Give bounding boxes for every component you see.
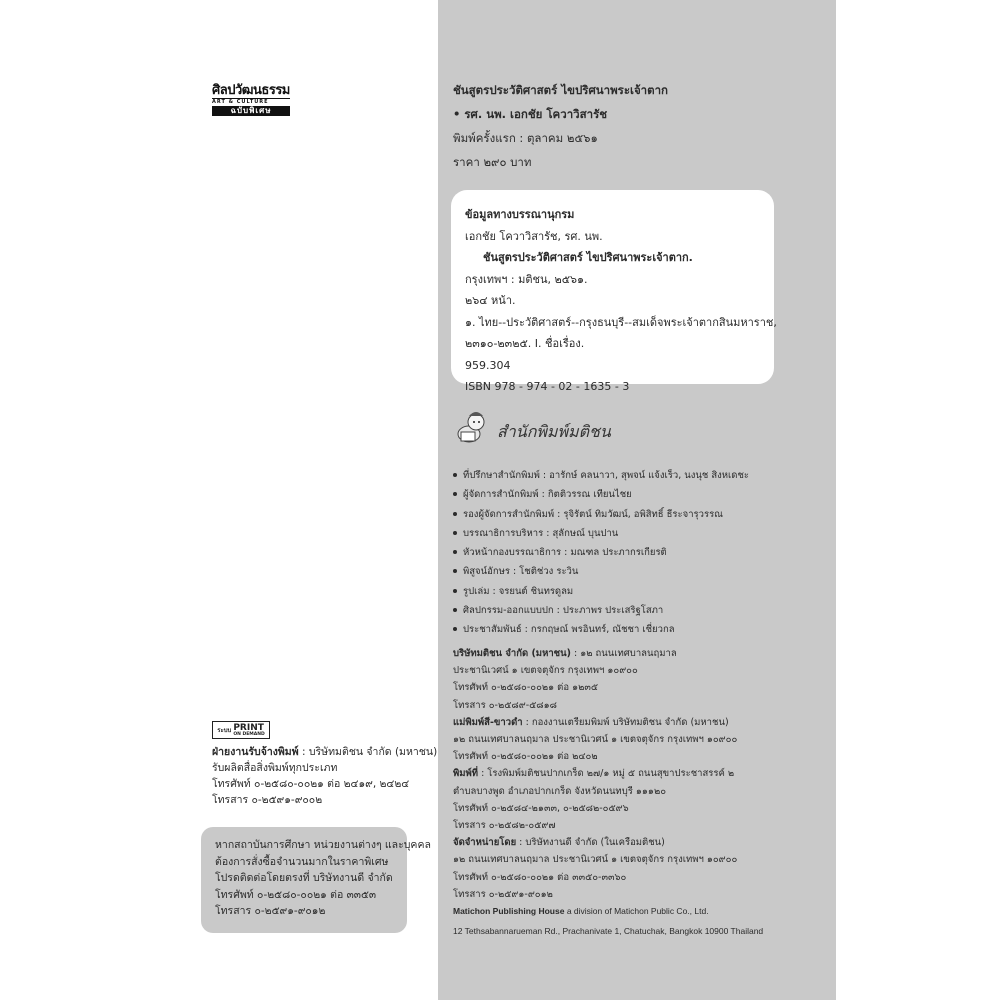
art-culture-logo: [212, 83, 290, 117]
plate-line-2: ๑๒ ถนนเทศบาลนฤมาล ประชานิเวศน์ ๑ เขตจตุจักร กรุงเทพฯ ๑๐๙๐๐: [453, 734, 738, 746]
company-line-1: บริษัทมติชน จำกัด (มหาชน) : ๑๒ ถนนเทศบาลนฤมาล: [453, 648, 677, 659]
promo-line: โปรดติดต่อโดยตรงที่ บริษัทงานดี จำกัด: [215, 872, 393, 884]
book-edition: พิมพ์ครั้งแรก : ตุลาคม ๒๕๖๑: [453, 131, 598, 145]
staff-row: ประชาสัมพันธ์ : กรกฤษณ์ พรอินทร์, ณัชชา เชี่ยวกล: [453, 620, 749, 639]
print-service-label: ฝ่ายงานรับจ้างพิมพ์: [212, 746, 299, 758]
logo-line-1: ศิลปวัฒนธรรม: [212, 83, 290, 98]
promo-line: โทรสาร ๐-๒๕๙๑-๙๐๑๒: [215, 905, 326, 917]
pod-on-demand: ON DEMAND: [233, 731, 265, 737]
staff-row: พิสูจน์อักษร : โชติช่วง ระวิน: [453, 562, 749, 581]
matichon-publisher-logo: [455, 408, 655, 448]
staff-row: ที่ปรึกษาสำนักพิมพ์ : อารักษ์ คลนาวา, สุพจน์ แจ้งเร็ว, นงนุช สิงหเดชะ: [453, 466, 749, 485]
print-on-demand-logo: [212, 721, 270, 739]
staff-list: [453, 466, 749, 640]
book-title: ชันสูตรประวัติศาสตร์ ไขปริศนาพระเจ้าตาก: [453, 83, 669, 97]
staff-row: หัวหน้ากองบรรณาธิการ : มณฑล ประภากรเกียรติ: [453, 543, 749, 562]
print-service-fax: โทรสาร ๐-๒๕๙๑-๙๐๐๒: [212, 794, 323, 806]
distributor-line-2: ๑๒ ถนนเทศบาลนฤมาล ประชานิเวศน์ ๑ เขตจตุจักร กรุงเทพฯ ๑๐๙๐๐: [453, 854, 738, 866]
company-phone: โทรศัพท์ ๐-๒๕๘๐-๐๐๒๑ ต่อ ๑๒๓๕: [453, 682, 599, 694]
staff-row: ศิลปกรรม-ออกแบบปก : ประภาพร ประเสริฐโสภา: [453, 601, 749, 620]
english-publisher-line: Matichon Publishing House a division of Matichon Public Co., Ltd.: [453, 906, 709, 917]
printer-line-1: พิมพ์ที่ : โรงพิมพ์มติชนปากเกร็ด ๒๗/๑ หมู่ ๕ ถนนสุขาประชาสรรค์ ๒: [453, 768, 735, 780]
cip-subject-1: ๑. ไทย--ประวัติศาสตร์--กรุงธนบุรี--สมเด็จพระเจ้าตากสินมหาราช,: [465, 315, 777, 329]
distributor-fax: โทรสาร ๐-๒๕๙๑-๙๐๑๒: [453, 888, 553, 900]
printer-fax: โทรสาร ๐-๒๕๘๒-๐๕๙๗: [453, 820, 556, 832]
cip-place: กรุงเทพฯ : มติชน, ๒๕๖๑.: [465, 272, 588, 286]
bulk-order-box: [201, 827, 431, 933]
publisher-logo-text: สำนักพิมพ์มติชน: [497, 422, 611, 441]
print-service-line-2: รับผลิตสื่อสิ่งพิมพ์ทุกประเภท: [212, 762, 338, 774]
book-info: [453, 78, 668, 174]
promo-line: หากสถาบันการศึกษา หน่วยงานต่างๆ และบุคคล: [215, 839, 431, 851]
cip-author: เอกชัย โควาวิสารัช, รศ. นพ.: [465, 229, 603, 243]
cip-subject-2: ๒๓๑๐-๒๓๒๕. I. ชื่อเรื่อง.: [465, 337, 585, 350]
distributor-phone: โทรศัพท์ ๐-๒๕๘๐-๐๐๒๑ ต่อ ๓๓๕๐-๓๓๖๐: [453, 871, 627, 883]
cip-title: ชันสูตรประวัติศาสตร์ ไขปริศนาพระเจ้าตาก.: [483, 251, 693, 264]
logo-line-2: ART & CULTURE: [212, 98, 290, 106]
logo-line-3: ฉบับพิเศษ: [212, 106, 290, 116]
cip-pages: ๒๖๔ หน้า.: [465, 294, 516, 307]
cip-isbn: ISBN 978 - 974 - 02 - 1635 - 3: [465, 380, 630, 393]
printer-phone: โทรศัพท์ ๐-๒๕๘๔-๒๑๓๓, ๐-๒๕๘๒-๐๕๙๖: [453, 802, 629, 814]
book-price: ราคา ๒๙๐ บาท: [453, 155, 532, 169]
plate-phone: โทรศัพท์ ๐-๒๕๘๐-๐๐๒๑ ต่อ ๒๔๐๒: [453, 751, 598, 763]
cip-heading: ข้อมูลทางบรรณานุกรม: [465, 208, 575, 221]
promo-line: ต้องการสั่งซื้อจำนวนมากในราคาพิเศษ: [215, 855, 389, 868]
staff-row: บรรณาธิการบริหาร : สุลักษณ์ บุนปาน: [453, 524, 749, 543]
promo-line: โทรศัพท์ ๐-๒๕๘๐-๐๐๒๑ ต่อ ๓๓๕๓: [215, 888, 377, 901]
staff-row: ผู้จัดการสำนักพิมพ์ : กิตติวรรณ เทียนไชย: [453, 485, 749, 504]
book-author: • รศ. นพ. เอกชัย โควาวิสารัช: [453, 107, 608, 121]
pod-print: PRINT: [233, 722, 264, 733]
staff-row: รองผู้จัดการสำนักพิมพ์ : รุจิรัตน์ ทิมวัฒน์, อพิสิทธิ์ ธีระจารุวรรณ: [453, 505, 749, 524]
publisher-addresses: [453, 645, 763, 940]
english-address: 12 Tethsabannarueman Rd., Prachanivate 1, Chatuchak, Bangkok 10900 Thailand: [453, 926, 764, 937]
print-service-phone: โทรศัพท์ ๐-๒๕๘๐-๐๐๒๑ ต่อ ๒๔๑๙, ๒๔๒๔: [212, 778, 410, 790]
printer-line-2: ตำบลบางพูด อำเภอปากเกร็ด จังหวัดนนทบุรี ๑๑๑๒๐: [453, 785, 666, 797]
print-service-company: : บริษัทมติชน จำกัด (มหาชน): [298, 746, 438, 758]
plate-line-1: แม่พิมพ์สี-ขาวดำ : กองงานเตรียมพิมพ์ บริษัทมติชน จำกัด (มหาชน): [453, 716, 729, 728]
staff-row: รูปเล่ม : จรยนต์ ชินทรดูลม: [453, 582, 749, 601]
pod-prefix: ระบบ: [217, 727, 232, 734]
company-fax: โทรสาร ๐-๒๕๘๙-๕๘๑๘: [453, 699, 557, 711]
print-service-line-1: [212, 744, 437, 760]
distributor-line-1: จัดจำหน่ายโดย : บริษัทงานดี จำกัด (ในเครือมติชน): [453, 837, 665, 849]
cip-class: 959.304: [465, 358, 511, 372]
company-line-2: ประชานิเวศน์ ๑ เขตจตุจักร กรุงเทพฯ ๑๐๙๐๐: [453, 665, 638, 677]
cataloging-data-box: [451, 190, 777, 393]
